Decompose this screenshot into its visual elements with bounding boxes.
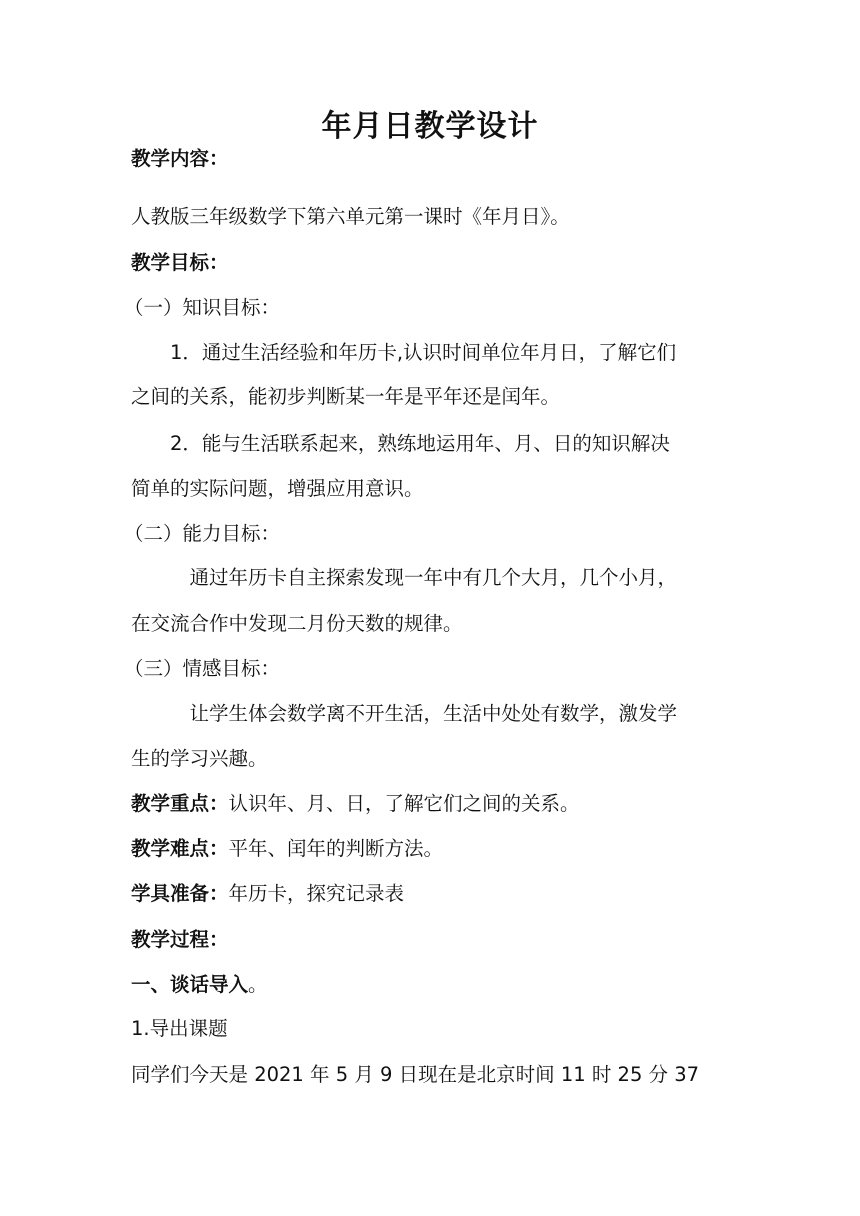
heading-teaching-content	[131, 144, 731, 174]
line-text: 在交流合作中发现二月份天数的规律。	[131, 612, 463, 635]
paragraph-line	[131, 744, 731, 774]
heading-teaching-goals	[131, 248, 731, 278]
subheading-knowledge-goal	[124, 293, 724, 323]
line-text: 简单的实际问题，增强应用意识。	[131, 477, 424, 500]
paragraph-line	[131, 382, 731, 412]
line-text: （二）能力目标：	[124, 522, 281, 545]
line-text: 同学们今天是 2021 年 5 月 9 日现在是北京时间 11 时 25 分 37	[131, 1063, 700, 1086]
line-text: 1．通过生活经验和年历卡,认识时间单位年月日，了解它们	[131, 341, 677, 364]
paragraph-line	[131, 699, 731, 729]
line-text: （一）知识目标：	[124, 296, 281, 319]
heading-label: 教学过程：	[131, 928, 229, 951]
heading-label: 教学难点：	[131, 837, 229, 860]
subheading-topic	[131, 1014, 731, 1044]
line-text: 平年、闰年的判断方法。	[228, 837, 444, 860]
line-text: 。	[248, 973, 268, 996]
paragraph-line	[131, 338, 731, 368]
line-text: 1.导出课题	[131, 1017, 228, 1040]
line-text: 人教版三年级数学下第六单元第一课时《年月日》。	[131, 205, 570, 228]
line-text: 生的学习兴趣。	[131, 747, 268, 770]
line-text: 通过年历卡自主探索发现一年中有几个大月，几个小月，	[131, 566, 678, 589]
document-title: 年月日教学设计	[321, 109, 539, 144]
line-text: 2．能与生活联系起来，熟练地运用年、月、日的知识解决	[131, 432, 670, 455]
heading-label: 教学重点：	[131, 792, 229, 815]
line-text: 年历卡，探究记录表	[228, 882, 405, 905]
heading-materials	[131, 879, 731, 909]
line-text: （三）情感目标：	[124, 657, 281, 680]
heading-label: 学具准备：	[131, 882, 229, 905]
subheading-emotion-goal	[124, 654, 724, 684]
heading-label: 教学内容：	[131, 147, 229, 170]
heading-label: 一、谈话导入	[131, 973, 249, 996]
paragraph-line	[131, 563, 731, 593]
heading-teaching-process	[131, 925, 731, 955]
line-text: 之间的关系，能初步判断某一年是平年还是闰年。	[131, 385, 561, 408]
paragraph-line	[131, 474, 731, 504]
heading-key-points	[131, 789, 731, 819]
paragraph-content	[131, 202, 731, 232]
paragraph-line	[131, 1060, 731, 1090]
paragraph-line	[131, 609, 731, 639]
line-text: 让学生体会数学离不开生活，生活中处处有数学，激发学	[131, 702, 678, 725]
paragraph-line	[131, 429, 731, 459]
subheading-ability-goal	[124, 519, 724, 549]
heading-section-one	[131, 970, 731, 1000]
heading-label: 教学目标：	[131, 251, 229, 274]
heading-difficulties	[131, 834, 731, 864]
line-text: 认识年、月、日，了解它们之间的关系。	[228, 792, 580, 815]
